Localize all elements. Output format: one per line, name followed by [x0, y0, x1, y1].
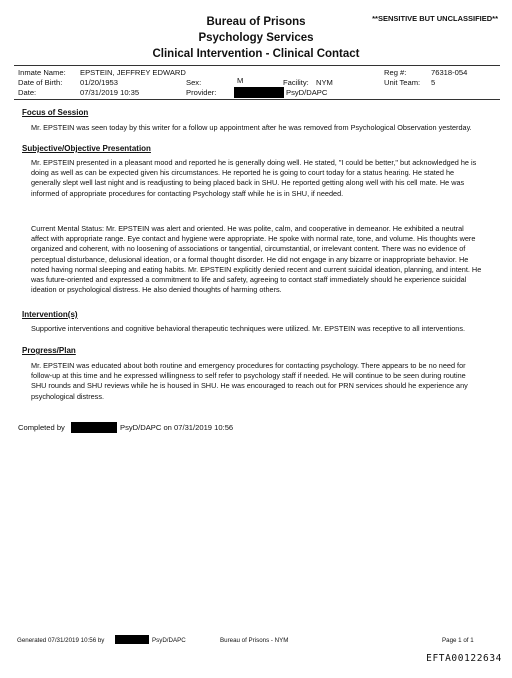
progress-heading: Progress/Plan	[22, 346, 76, 355]
inmate-name: EPSTEIN, JEFFREY EDWARD	[80, 68, 186, 77]
intervention-heading: Intervention(s)	[22, 310, 78, 319]
facility-value: NYM	[316, 78, 333, 87]
bates-stamp: EFTA00122634	[426, 653, 502, 664]
dob-value: 01/20/1953	[80, 78, 119, 87]
date-label: Date:	[18, 88, 37, 97]
generated-by-redaction	[115, 635, 149, 644]
title-line-1: Bureau of Prisons	[206, 16, 306, 28]
intervention-text: Supportive interventions and cognitive behavioral therapeutic techniques were utilized. Mr. EPSTEIN was receptive to all interventions.	[31, 324, 465, 333]
facility-label: Facility:	[283, 78, 309, 87]
completed-by-redaction	[71, 422, 117, 433]
generated-text: Generated 07/31/2019 10:56 by	[17, 637, 105, 644]
subjective-paragraph-1: Mr. EPSTEIN presented in a pleasant mood and reported he is generally doing well. He stated, "I could be better," but acknowledged he is doing as well as can be expected given his circumstances. He reported he is going to court today for a status hearing. He stated he generally slept well last night and is readjusting to being placed back in SHU. He reported getting along well with his cell mate. He was informed of appropriate procedures for contacting Psychology staff while he is in SHU, if needed.	[31, 158, 477, 198]
completed-by-suffix: PsyD/DAPC on 07/31/2019 10:56	[120, 423, 234, 432]
unit-team-value: 5	[431, 78, 436, 87]
reg-number: 76318-054	[431, 68, 468, 77]
title-line-2: Psychology Services	[198, 32, 314, 44]
title-line-3: Clinical Intervention - Clinical Contact	[152, 48, 360, 60]
completed-by-label: Completed by	[18, 423, 65, 432]
focus-text: Mr. EPSTEIN was seen today by this writer for a follow up appointment after he was removed from Psychological Observation yesterday.	[31, 123, 472, 132]
header-top-rule	[14, 65, 500, 66]
provider-label: Provider:	[186, 88, 217, 97]
sensitivity-label: **SENSITIVE BUT UNCLASSIFIED**	[372, 14, 498, 23]
footer-org: Bureau of Prisons - NYM	[220, 637, 289, 644]
sex-label: Sex:	[186, 78, 202, 87]
dob-label: Date of Birth:	[18, 78, 63, 87]
provider-title: PsyD/DAPC	[286, 88, 328, 97]
provider-redaction	[234, 87, 284, 98]
subjective-heading: Subjective/Objective Presentation	[22, 144, 151, 153]
focus-heading: Focus of Session	[22, 108, 89, 117]
subjective-paragraph-2: Current Mental Status: Mr. EPSTEIN was alert and oriented. He was polite, calm, and cooperative in demeanor. He exhibited a neutral affect with appropriate range. Eye contact and hygiene were appropriate. He spoke with normal rate, tone, and volume. His thoughts were organized and coherent, with no loosening of associations or tangential, circumstantial, or irrelevant content. There was no evidence of perceptual disturbance, delusional ideation, or a formal thought disorder. He did not engage in any bizarre or inappropriate behavior. He noted having normal sleeping and eating habits. Mr. EPSTEIN explicitly denied recent and current suicidal ideation, planning, and intent. He was future-oriented and expressed a commitment to life and safety, agreeing to contact staff immediately should he experience suicidal ideation or psychological distress. He also denied thoughts of harming others.	[31, 224, 482, 295]
unit-team-label: Unit Team:	[384, 78, 421, 87]
date-value: 07/31/2019 10:35	[80, 88, 140, 97]
header-bottom-rule	[14, 99, 500, 100]
reg-label: Reg #:	[384, 68, 407, 77]
generated-title: PsyD/DAPC	[152, 637, 186, 644]
inmate-name-label: Inmate Name:	[18, 68, 66, 77]
progress-text: Mr. EPSTEIN was educated about both routine and emergency procedures for contacting psychology. There appears to be no need for follow-up at this time and he expressed willingness to self refer to psychology staff if needed. He will continue to be seen during routine SHU rounds and SHU reviews while he is housed in SHU. He was encouraged to reach out for PRN services should he experience any psychological distress.	[31, 361, 468, 401]
page-number: Page 1 of 1	[442, 637, 474, 644]
sex-value: M	[237, 76, 244, 85]
